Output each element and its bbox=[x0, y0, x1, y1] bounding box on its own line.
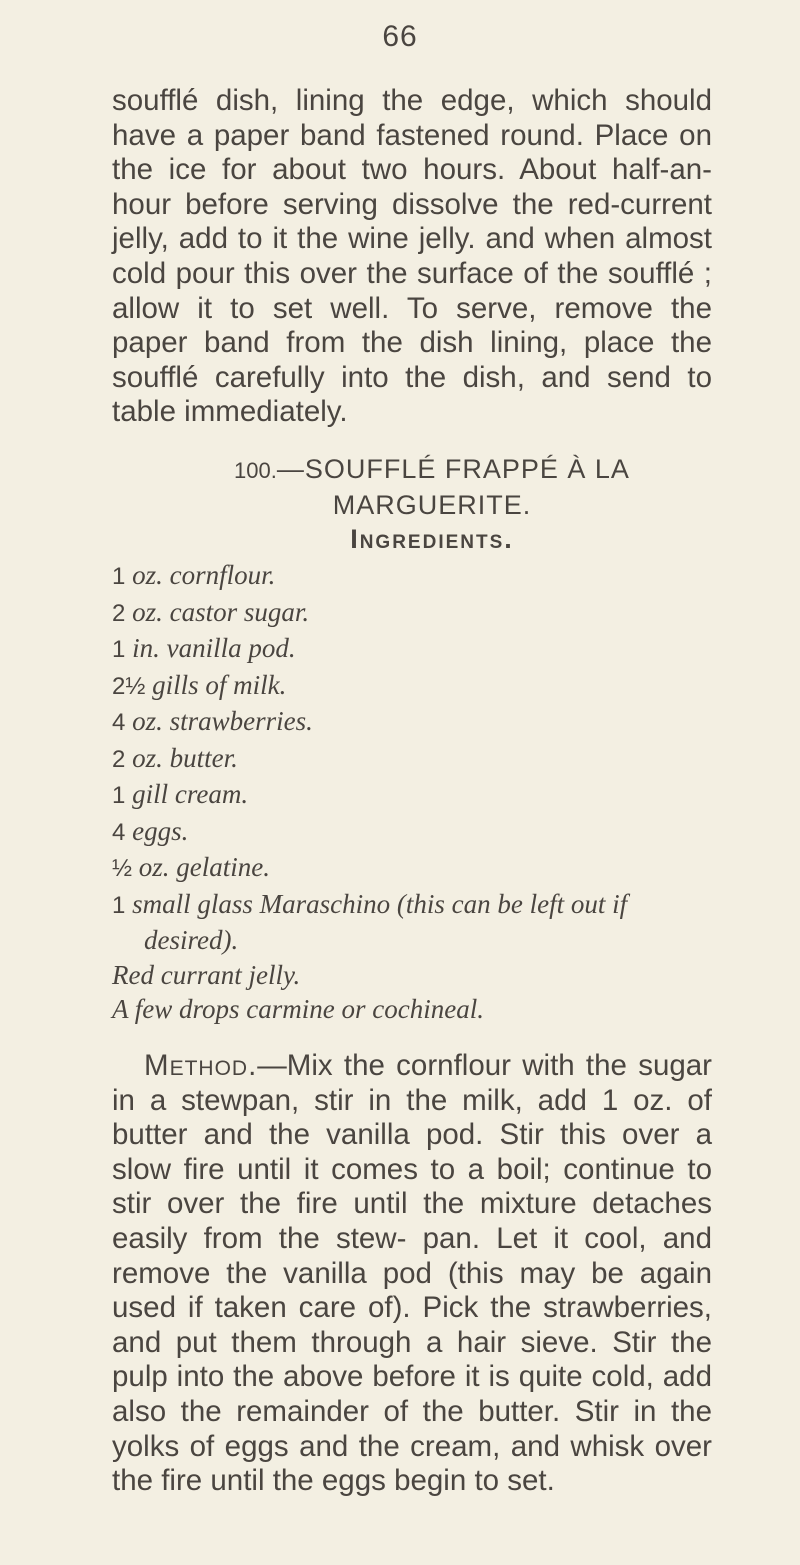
ingredient-qty: 1 bbox=[112, 636, 126, 663]
intro-line: red-current jelly, add to it the wine jelly. bbox=[112, 187, 712, 256]
method-line: through a hair sieve. Stir the pulp into bbox=[112, 1325, 712, 1394]
ingredient-item bbox=[112, 741, 712, 778]
ingredient-qty: 1 bbox=[112, 782, 126, 809]
recipe-title-line1: —SOUFFLÉ FRAPPÉ À LA bbox=[276, 454, 630, 484]
ingredient-qty: 2 bbox=[112, 745, 126, 773]
ingredient-text: gills of milk. bbox=[152, 669, 287, 700]
recipe-title-line2: MARGUERITE. bbox=[332, 490, 532, 520]
recipe-title bbox=[112, 452, 752, 522]
method-line: pan. Let it cool, and remove the vanilla bbox=[112, 1221, 712, 1290]
method-label: Method. bbox=[144, 1049, 258, 1082]
ingredient-text: small glass Maraschino (this can be left out if desired). bbox=[132, 888, 628, 955]
ingredient-text: oz. castor sugar. bbox=[132, 596, 310, 627]
intro-line: dish lining, place the soufflé carefully into bbox=[112, 326, 712, 394]
ingredient-item bbox=[112, 992, 712, 1027]
method-line: the above before it is quite cold, add also bbox=[112, 1360, 712, 1428]
ingredient-qty: 2½ bbox=[112, 672, 146, 700]
ingredient-text: oz. cornflour. bbox=[132, 560, 276, 590]
ingredient-qty: 1 bbox=[112, 563, 126, 590]
intro-line: on the ice for about two hours. About bbox=[112, 118, 712, 187]
ingredient-item bbox=[112, 631, 712, 668]
ingredient-text: oz. gelatine. bbox=[138, 852, 270, 882]
ingredient-text: oz. butter. bbox=[132, 742, 238, 773]
method-line: 1 oz. of butter and the vanilla pod. Stir bbox=[112, 1083, 712, 1152]
ingredients-list bbox=[112, 558, 712, 1027]
ingredient-item bbox=[112, 958, 712, 993]
intro-line: To serve, remove the paper band from the bbox=[112, 291, 712, 360]
ingredient-item bbox=[112, 668, 712, 705]
method-line: over the fire until the eggs begin to set. bbox=[112, 1429, 712, 1498]
intro-line: and when almost cold pour this over the bbox=[112, 222, 713, 290]
ingredient-text: eggs. bbox=[132, 815, 189, 846]
method-line: boil; continue to stir over the fire until bbox=[112, 1152, 712, 1221]
ingredient-qty: ½ bbox=[112, 855, 133, 882]
ingredient-text: in. vanilla pod. bbox=[132, 633, 296, 663]
recipe-number: 100. bbox=[234, 458, 277, 483]
intro-line: the dish, and send to table immediately. bbox=[112, 360, 712, 429]
ingredient-qty: 4 bbox=[112, 709, 126, 736]
method-line: the mixture detaches easily from the stew- bbox=[112, 1187, 712, 1255]
ingredient-text: gill cream. bbox=[132, 779, 249, 809]
ingredient-item bbox=[112, 887, 712, 958]
ingredient-text: A few drops carmine or cochineal. bbox=[112, 994, 484, 1024]
ingredients-heading: Ingredients. bbox=[350, 524, 514, 554]
method-line: pod (this may be again used if taken care bbox=[112, 1256, 712, 1325]
method-line: of). Pick the strawberries, and put them bbox=[112, 1291, 712, 1359]
method-line: yolks of eggs and the cream, and whisk bbox=[112, 1429, 645, 1463]
method-line: the remainder of the butter. Stir in the bbox=[180, 1394, 712, 1428]
intro-paragraph bbox=[112, 84, 712, 430]
ingredient-qty: 4 bbox=[112, 818, 126, 846]
ingredient-item bbox=[112, 704, 712, 741]
page-number: 66 bbox=[382, 20, 418, 53]
intro-line: half-an-hour before serving dissolve the bbox=[112, 153, 712, 221]
ingredient-text: oz. strawberries. bbox=[132, 706, 313, 736]
method-paragraph bbox=[112, 1049, 712, 1499]
ingredient-qty: 2 bbox=[112, 599, 126, 627]
method-line: sugar in a stewpan, stir in the milk, add bbox=[112, 1049, 712, 1117]
ingredient-qty: 1 bbox=[112, 891, 126, 919]
ingredient-item bbox=[112, 777, 712, 814]
intro-line: surface of the soufflé ; allow it to set well. bbox=[112, 256, 713, 325]
intro-line: soufflé dish, lining the edge, which should bbox=[112, 84, 712, 117]
method-line: this over a slow fire until it comes to a bbox=[112, 1118, 712, 1186]
intro-line: have a paper band fastened round. Place bbox=[112, 118, 669, 152]
ingredient-item bbox=[112, 814, 712, 851]
ingredient-item bbox=[112, 558, 712, 595]
ingredient-item bbox=[112, 595, 712, 632]
ingredient-item bbox=[112, 850, 712, 887]
method-line: —Mix the cornflour with the bbox=[257, 1049, 627, 1082]
ingredient-text: Red currant jelly. bbox=[112, 959, 301, 990]
